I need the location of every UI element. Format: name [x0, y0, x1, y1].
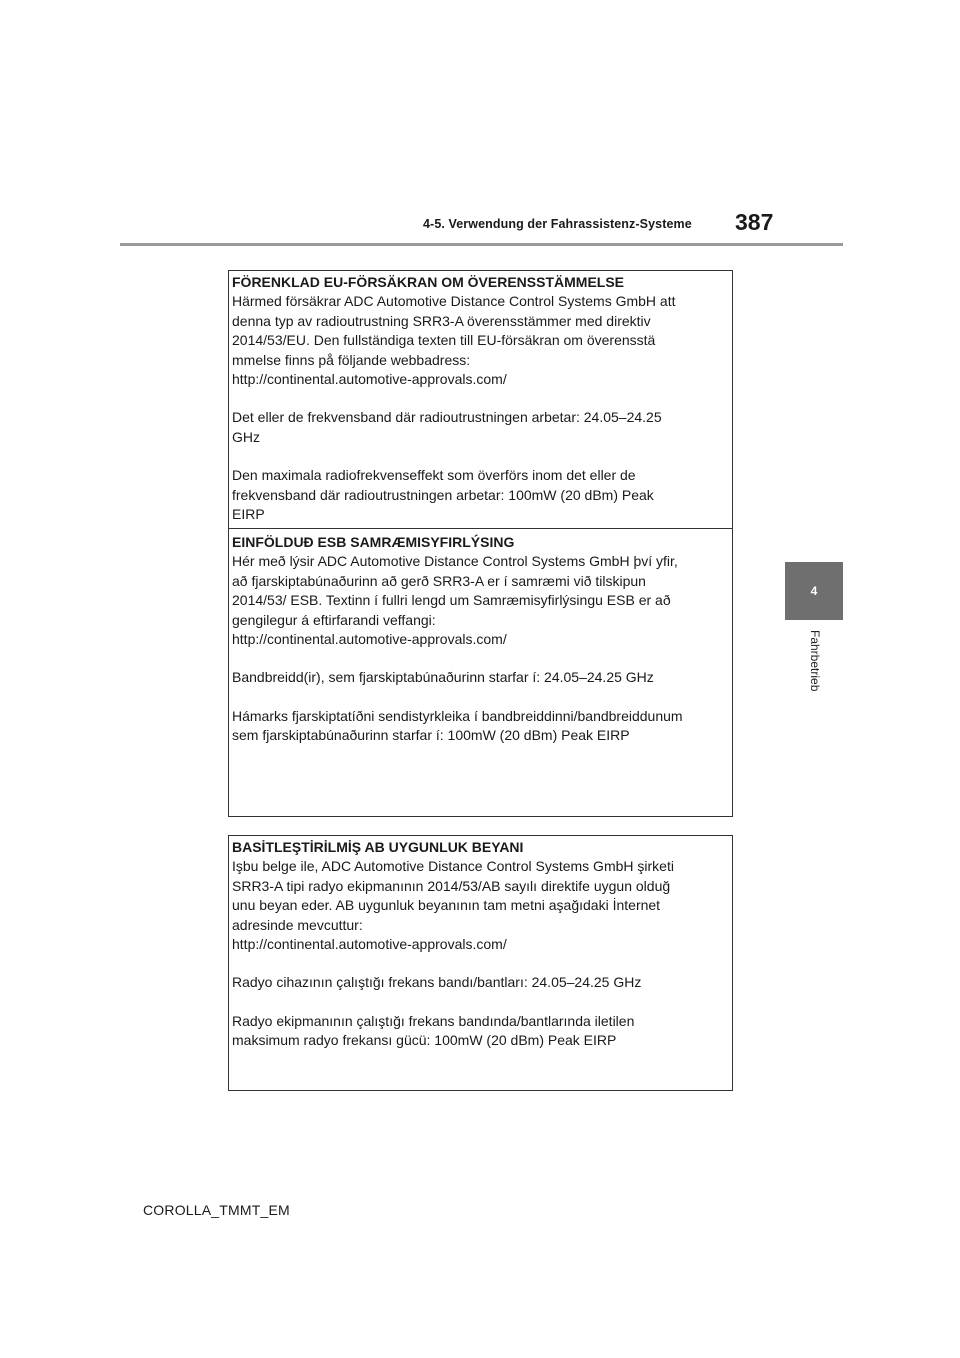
section-title: EINFÖLDUÐ ESB SAMRÆMISYFIRLÝSING	[232, 534, 515, 550]
declaration-section-swedish	[232, 273, 732, 524]
declaration-section-icelandic	[232, 533, 732, 746]
section-power: Hámarks fjarskiptatíðni sendistyrkleika í bandbreiddinni/bandbreiddunum sem fjarskiptabúnaðurinn starfar í: 100mW (20 dBm) Peak EIRP	[232, 707, 683, 744]
section-body: Işbu belge ile, ADC Automotive Distance Control Systems GmbH şirketi SRR3-A tipi radyo ekipmanının 2014/53/AB sayılı direktife uygun olduğ unu beyan eder. AB uygunluk beyanının tam metni aşağıdaki İnternet adresinde mevcuttur: http://continental.automotive-approvals.com/	[232, 858, 674, 953]
section-power: Den maximala radiofrekvenseffekt som överförs inom det eller de frekvensband där radioutrustningen arbetar: 100mW (20 dBm) Peak EIRP	[232, 467, 654, 523]
section-body: Härmed försäkrar ADC Automotive Distance Control Systems GmbH att denna typ av radioutrustning SRR3-A överensstämmer med direktiv 2014/53/EU. Den fullständiga texten till EU-försäkran om överensstä mmelse finns på följande webbadress: http://continental.automotive-approvals.com/	[232, 293, 676, 388]
section-body: Hér með lýsir ADC Automotive Distance Control Systems GmbH því yfir, að fjarskiptabúnaðurinn að gerð SRR3-A er í samræmi við tilskipun 2014/53/ ESB. Textinn í fullri lengd um Samræmisyfirlýsingu ESB er að gengilegur á eftirfarandi veffangi: http://continental.automotive-approvals.com/	[232, 553, 678, 648]
chapter-tab-label: Fahrbetrieb	[808, 630, 822, 692]
section-title: BASİTLEŞTİRİLMİŞ AB UYGUNLUK BEYANI	[232, 839, 524, 855]
section-divider	[229, 528, 732, 529]
section-header-title: 4-5. Verwendung der Fahrassistenz-Systeme	[423, 217, 692, 231]
section-frequency: Det eller de frekvensband där radioutrustningen arbetar: 24.05–24.25 GHz	[232, 409, 662, 445]
section-frequency: Bandbreidd(ir), sem fjarskiptabúnaðurinn starfar í: 24.05–24.25 GHz	[232, 669, 654, 686]
section-power: Radyo ekipmanının çalıştığı frekans bandında/bantlarında iletilen maksimum radyo frekansı gücü: 100mW (20 dBm) Peak EIRP	[232, 1012, 635, 1049]
section-title: FÖRENKLAD EU-FÖRSÄKRAN OM ÖVERENSSTÄMMELSE	[232, 274, 625, 290]
section-frequency: Radyo cihazının çalıştığı frekans bandı/bantları: 24.05–24.25 GHz	[232, 974, 642, 991]
declaration-section-turkish	[232, 838, 732, 1051]
page-number: 387	[735, 209, 774, 235]
chapter-tab-number: 4	[810, 584, 818, 598]
declaration-box-swedish-icelandic	[228, 270, 733, 817]
document-code: COROLLA_TMMT_EM	[143, 1202, 290, 1218]
declaration-box-turkish	[228, 835, 733, 1091]
header-rule	[120, 243, 843, 246]
chapter-tab	[785, 562, 843, 620]
